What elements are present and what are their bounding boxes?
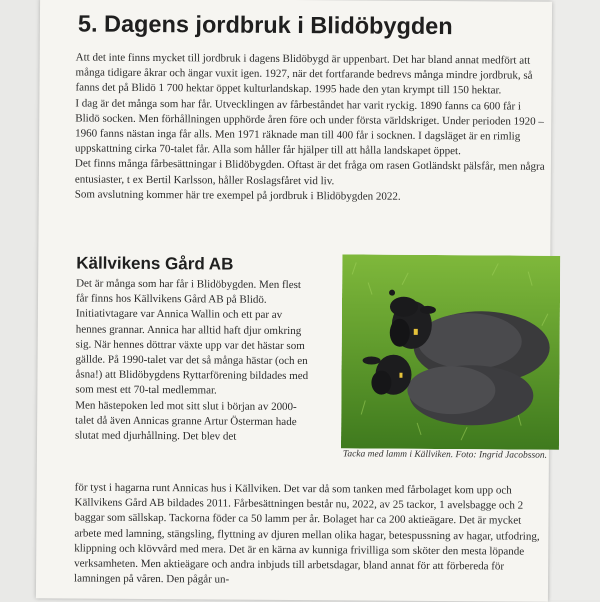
intro-paragraph-4: Som avslutning kommer här tre exempel på jordbruk i Blidöbygden 2022. — [74, 188, 401, 203]
book-page — [36, 0, 552, 602]
intro-paragraph-3: Det finns många fårbesättningar i Blidöbygden. Oftast är det fråga om rasen Gotländskt pälsfår, men några entusiaster, t ex Bertil Karlsson, håller Roslagsfåret vid liv. — [74, 157, 545, 187]
photo-caption: Tacka med lamm i Källviken. Foto: Ingrid Jacobsson. — [342, 449, 548, 461]
column-paragraph-1: Det är många som har får i Blidöbygden. Men flest får finns hos Källvikens Gård AB på Blidö. Initiativtagare var Annica Wallin och ett par av hennes grannar. Annica har alltid haft djur omkring sig. När hennes döttrar växte upp var det hästar som gällde. På 1990-talet var det så många hästar (och en åsna!) att Blidöbygdens Ryttarförening bildades med som mest ett 70-tal medlemmar. — [75, 277, 309, 397]
bottom-text — [74, 480, 543, 590]
left-column-text — [75, 276, 311, 445]
column-paragraph-2: Men hästepoken led mot sitt slut i början av 2000-talet då även Annicas granne Artur Österman hade slutat med djurhållning. Det blev det — [75, 399, 297, 443]
chapter-title: 5. Dagens jordbruk i Blidöbygden — [77, 10, 453, 40]
bottom-paragraph: för tyst i hagarna runt Annicas hus i Källviken. Det var då som tanken med fårbolaget kom upp och Källvikens Gård AB bildades 2011. Fårbesättningen består nu, 2022, av 25 tackor, 1 avelsbagge och 2 baggar som sällskap. Tackorna föder ca 50 lamm per år. Bolaget har ca 200 aktieägare. Det är mycket arbete med lamning, stängsling, flyttning av djuren mellan olika hagar, betespussning av hagar, utfodring, klippning och klövvård med mera. Det är en kärna av kunniga frivilliga som sköter den mesta löpande verksamheten. Men aktieägare och andra inbjuds till arbetsdagar, bland annat för att förbereda för lamningen på våren. Den pågår un- — [74, 481, 540, 586]
intro-paragraph-1: Att det inte finns mycket till jordbruk i dagens Blidöbygd är uppenbart. Det har bland annat medfört att många tidigare åkrar och ängar vuxit igen. 1927, när det fortfarande bedrevs många mindre jordbruk, så fanns det på Blidö 1 700 hektar öppet kulturlandskap. 1995 hade den ytan krympt till 150 hektar. — [75, 51, 533, 97]
section-title: Källvikens Gård AB — [76, 253, 234, 274]
intro-text — [75, 50, 546, 205]
intro-paragraph-2: I dag är det många som har får. Utvecklingen av fårbeståndet har varit ryckig. 1890 fanns ca 600 får i Blidö socken. Men förhållningen upphörde åren före och under första världskriget. Under perioden 1920 – 1960 fanns nästan inga får alls. Men 1971 räknade man till 400 får i socknen. I dagsläget är en rimlig uppskattning cirka 70-talet får. Alla som håller får hjälper till att hålla landskapet öppet. — [75, 97, 544, 158]
sheep-photo — [341, 254, 560, 450]
sheep-photo-image — [341, 254, 560, 450]
